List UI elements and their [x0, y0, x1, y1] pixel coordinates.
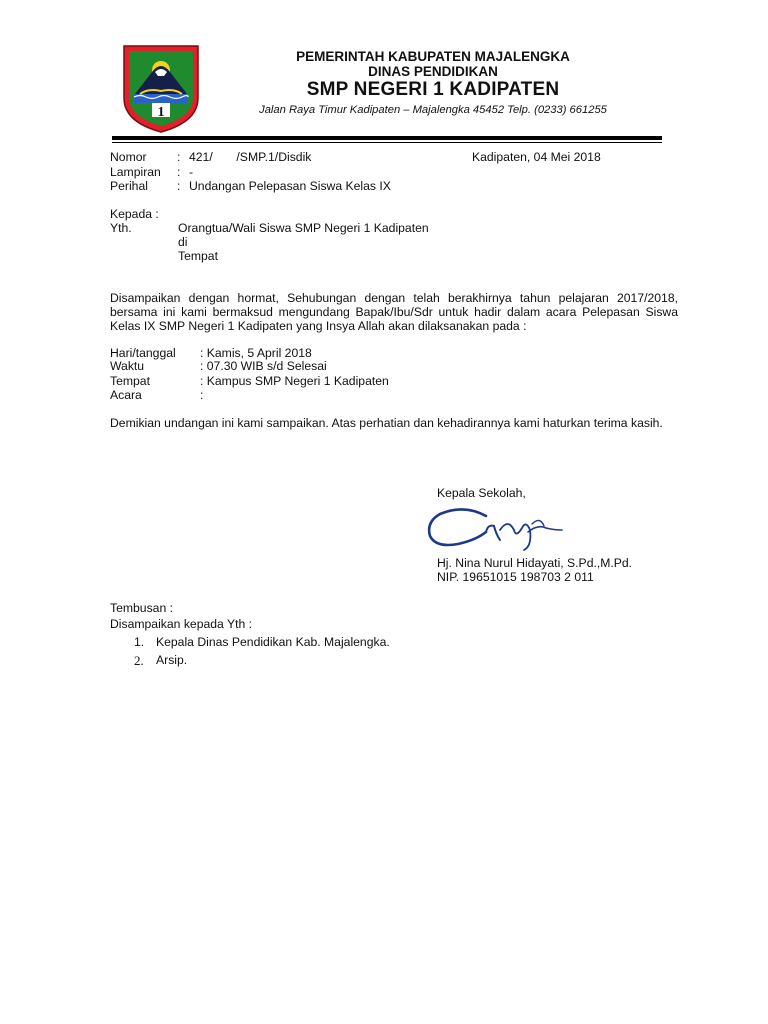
- school-name: SMP NEGERI 1 KADIPATEN: [306, 79, 560, 100]
- waktu-label: Waktu: [110, 359, 145, 373]
- waktu-value: : 07.30 WIB s/d Selesai: [200, 359, 327, 373]
- regency-logo-icon: [118, 42, 204, 134]
- dept-name: DINAS PENDIDIKAN: [368, 64, 498, 79]
- tempat-label: Tempat: [110, 374, 150, 388]
- recipient-name: Orangtua/Wali Siswa SMP Negeri 1 Kadipaten: [178, 221, 429, 235]
- handwritten-signature-icon: [424, 500, 564, 552]
- recipient-di: di: [178, 235, 188, 249]
- kepada-label: Kepada :: [110, 207, 159, 221]
- hari-value: : Kamis, 5 April 2018: [200, 346, 312, 360]
- principal-name: Hj. Nina Nurul Hidayati, S.Pd.,M.Pd.: [437, 556, 633, 570]
- perihal-label: Perihal: [110, 179, 148, 193]
- nomor-value: 421/ /SMP.1/Disdik: [189, 150, 312, 164]
- body-line-2: bersama ini kami bermaksud mengundang Bapak/Ibu/Sdr untuk hadir dalam acara Pelepasan Siswa: [110, 305, 678, 319]
- svg-text:1: 1: [157, 105, 165, 120]
- closing-sentence: Demikian undangan ini kami sampaikan. Atas perhatian dan kehadirannya kami haturkan terima kasih.: [110, 416, 663, 430]
- recipient-place: Tempat: [178, 249, 218, 263]
- tembusan-item-1-num: 1.: [134, 635, 145, 649]
- lampiran-label: Lampiran: [110, 165, 161, 179]
- school-address: Jalan Raya Timur Kadipaten – Majalengka 45452 Telp. (0233) 661255: [259, 104, 607, 116]
- body-line-1: Disampaikan dengan hormat, Sehubungan dengan telah berakhirnya tahun pelajaran 2017/2018,: [110, 291, 678, 305]
- principal-nip: NIP. 19651015 198703 2 011: [437, 570, 594, 584]
- nomor-sep: :: [177, 150, 181, 164]
- lampiran-sep: :: [177, 165, 181, 179]
- acara-label: Acara: [110, 388, 142, 402]
- tembusan-item-1: Kepala Dinas Pendidikan Kab. Majalengka.: [156, 635, 390, 649]
- hari-label: Hari/tanggal: [110, 346, 176, 360]
- perihal-sep: :: [177, 179, 181, 193]
- nomor-label: Nomor: [110, 150, 147, 164]
- body-line-3: Kelas IX SMP Negeri 1 Kadipaten yang Insya Allah akan dilaksanakan pada :: [110, 319, 527, 333]
- tembusan-item-2-num: 2.: [134, 653, 144, 668]
- lampiran-value: -: [189, 165, 194, 179]
- header-divider-thin: [112, 142, 662, 143]
- tembusan-label: Tembusan :: [110, 601, 174, 615]
- tembusan-intro: Disampaikan kepada Yth :: [110, 617, 253, 631]
- yth-label: Yth.: [110, 221, 132, 235]
- letter-date: Kadipaten, 04 Mei 2018: [472, 150, 601, 164]
- tembusan-item-2: Arsip.: [156, 653, 188, 667]
- acara-value: :: [200, 388, 204, 402]
- gov-name: PEMERINTAH KABUPATEN MAJALENGKA: [296, 49, 570, 64]
- signature-title: Kepala Sekolah,: [437, 486, 526, 500]
- tempat-value: : Kampus SMP Negeri 1 Kadipaten: [200, 374, 389, 388]
- header-divider-thick: [112, 136, 662, 140]
- perihal-value: Undangan Pelepasan Siswa Kelas IX: [189, 179, 391, 193]
